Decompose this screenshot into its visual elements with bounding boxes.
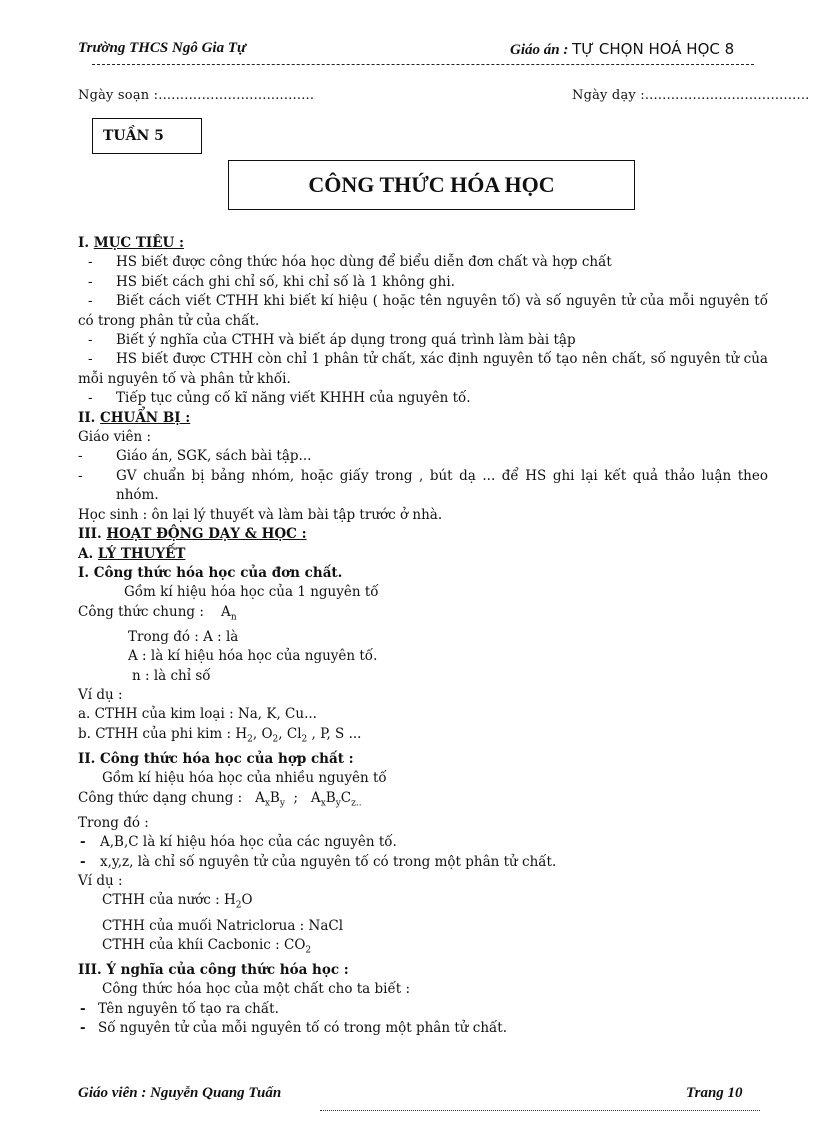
preparation-item: - GV chuẩn bị bảng nhóm, hoặc giấy trong , bút dạ ... để HS ghi lại kết quả thảo luận theo nhóm.: [78, 467, 768, 504]
preparation-item: - Giáo án, SGK, sách bài tập...: [78, 448, 312, 465]
objective-item: - Biết ý nghĩa của CTHH và biết áp dụng trong quá trình làm bài tập: [88, 332, 576, 349]
student-note: Học sinh : ôn lại lý thuyết và làm bài tập trước ở nhà.: [78, 506, 443, 523]
element-example-nonmetal: b. CTHH của phi kim : $H_2$, $O_2$, $Cl_2$ , P, S ...: [78, 725, 362, 745]
objective-item: - HS biết được công thức hóa học dùng để biểu diễn đơn chất và hợp chất: [88, 254, 612, 271]
meaning-item: - Tên nguyên tố tạo ra chất.: [80, 1000, 279, 1017]
compound-item: - x,y,z, là chỉ số nguyên tử của nguyên tố có trong một phân tử chất.: [80, 853, 557, 870]
compound-formula-desc: Gồm kí hiệu hóa học của nhiều nguyên tố: [102, 770, 387, 787]
section-objectives-heading: I. MỤC TIÊU :: [78, 235, 184, 251]
objective-item: - HS biết được CTHH còn chỉ 1 phân tử chất, xác định nguyên tố tạo nên chất, số nguyên tử của mỗi nguyên tố và phân tử khối.: [78, 351, 768, 387]
objective-item: - Tiếp tục củng cố kĩ năng viết KHHH của nguyên tố.: [88, 390, 471, 407]
compound-example-co2: CTHH của khíi Cacbonic : $CO_2$: [102, 936, 312, 956]
element-example-metal: a. CTHH của kim loại : Na, K, Cu...: [78, 706, 317, 723]
compound-item: - A,B,C là kí hiệu hóa học của các nguyên tố.: [80, 834, 397, 851]
objective-item: - Biết cách viết CTHH khi biết kí hiệu ( hoặc tên nguyên tố) và số nguyên tử của mỗi nguyên tố có trong phân tử của chất.: [78, 293, 768, 329]
element-where: Trong đó : A : là: [128, 628, 239, 645]
compound-formula-heading: II. Công thức hóa học của hợp chất :: [78, 750, 354, 767]
meaning-item: - Số nguyên tử của mỗi nguyên tố có trong một phân tử chất.: [80, 1020, 508, 1037]
element-a-desc: A : là kí hiệu hóa học của nguyên tố.: [128, 648, 378, 665]
section-activities-heading: III. HOẠT ĐỘNG DẠY & HỌC :: [78, 526, 307, 543]
header-divider: [92, 64, 754, 65]
compound-example-label: Ví dụ :: [78, 873, 123, 890]
section-preparation-heading: II. CHUẨN BỊ :: [78, 409, 191, 426]
compound-where: Trong đó :: [78, 814, 149, 831]
meaning-desc: Công thức hóa học của một chất cho ta biết :: [102, 981, 411, 998]
teach-date: Ngày dạy :......................................: [572, 88, 810, 103]
objective-item: - HS biết cách ghi chỉ số, khi chỉ số là 1 không ghi.: [88, 273, 455, 290]
meaning-heading: III. Ý nghĩa của công thức hóa học :: [78, 962, 349, 979]
header-subject: [510, 40, 734, 59]
page-title: CÔNG THỨC HÓA HỌC: [228, 160, 635, 210]
footer-divider: [320, 1110, 760, 1111]
school-name: Trường THCS Ngô Gia Tự: [78, 40, 246, 56]
compound-general-formula: Công thức dạng chung : $A_xB_y$ ; $A_xB_yC_{z..}$: [78, 789, 362, 809]
element-n-desc: n : là chỉ số: [132, 667, 211, 684]
theory-heading: A. LÝ THUYẾT: [78, 545, 186, 562]
teacher-label: Giáo viên :: [78, 429, 152, 446]
element-formula-desc: Gồm kí hiệu hóa học của 1 nguyên tố: [124, 584, 379, 601]
compound-example-salt: CTHH của muối Natriclorua : NaCl: [102, 917, 344, 934]
footer-page-number: Trang 10: [686, 1085, 743, 1101]
prep-date: Ngày soạn :....................................: [78, 88, 315, 103]
element-general-formula: Công thức chung : $A_n$: [78, 603, 237, 623]
element-example-label: Ví dụ :: [78, 687, 123, 704]
lesson-content: [78, 234, 768, 1039]
compound-example-water: CTHH của nước : $H_2O$: [102, 892, 253, 912]
subject-title: TỰ CHỌN HOÁ HỌC 8: [572, 40, 735, 58]
footer-teacher: Giáo viên : Nguyễn Quang Tuấn: [78, 1085, 282, 1101]
element-formula-heading: I. Công thức hóa học của đơn chất.: [78, 564, 343, 581]
week-label: TUẦN 5: [92, 118, 202, 154]
header-label: Giáo án :: [510, 42, 569, 58]
